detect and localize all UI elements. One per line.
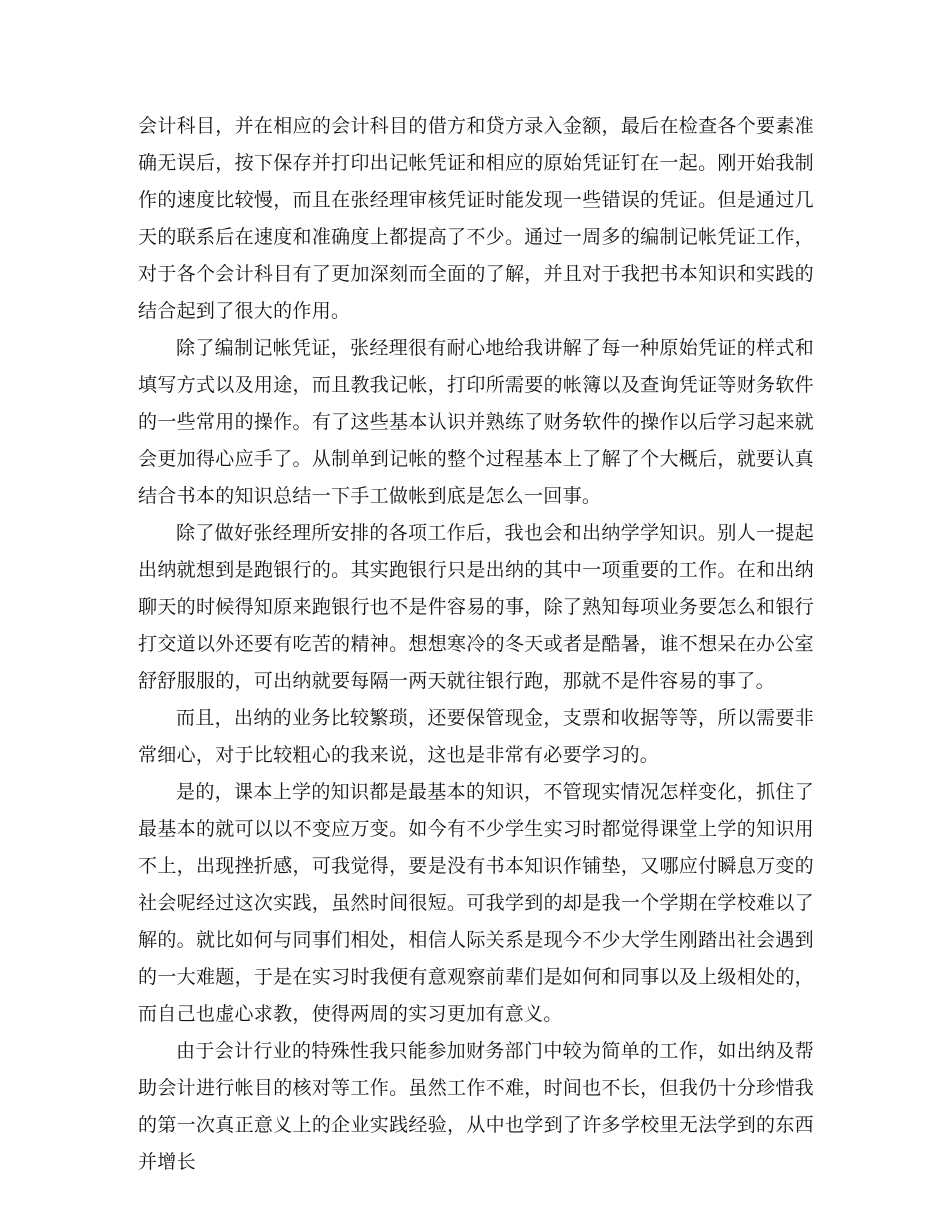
paragraph-3: 除了做好张经理所安排的各项工作后，我也会和出纳学学知识。别人一提起出纳就想到是跑银行的。其实跑银行只是出纳的其中一项重要的工作。在和出纳聊天的时候得知原来跑银行也不是件容易的事，除了熟知每项业务要怎么和银行打交道以外还要有吃苦的精神。想想寒冷的冬天或者是酷暑，谁不想呆在办公室舒舒服服的，可出纳就要每隔一两天就往银行跑，那就不是件容易的事了。 (138, 522, 814, 692)
paragraph-4: 而且，出纳的业务比较繁琐，还要保管现金，支票和收据等等，所以需要非常细心，对于比较粗心的我来说，这也是非常有必要学习的。 (138, 707, 814, 766)
paragraph-2: 除了编制记帐凭证，张经理很有耐心地给我讲解了每一种原始凭证的样式和填写方式以及用途，而且教我记帐，打印所需要的帐簿以及查询凭证等财务软件的一些常用的操作。有了这些基本认识并熟练了财务软件的操作以后学习起来就会更加得心应手了。从制单到记帐的整个过程基本上了解了个大概后，就要认真结合书本的知识总结一下手工做帐到底是怎么一回事。 (138, 337, 814, 507)
paragraph-5: 是的，课本上学的知识都是最基本的知识，不管现实情况怎样变化，抓住了最基本的就可以以不变应万变。如今有不少学生实习时都觉得课堂上学的知识用不上，出现挫折感，可我觉得，要是没有书本知识作铺垫，又哪应付瞬息万变的社会呢经过这次实践，虽然时间很短。可我学到的却是我一个学期在学校难以了解的。就比如何与同事们相处，相信人际关系是现今不少大学生刚踏出社会遇到的一大难题，于是在实习时我便有意观察前辈们是如何和同事以及上级相处的，而自己也虚心求教，使得两周的实习更加有意义。 (138, 781, 814, 1025)
paragraph-1: 会计科目，并在相应的会计科目的借方和贷方录入金额，最后在检查各个要素准确无误后，按下保存并打印出记帐凭证和相应的原始凭证钉在一起。刚开始我制作的速度比较慢，而且在张经理审核凭证时能发现一些错误的凭证。但是通过几天的联系后在速度和准确度上都提高了不少。通过一周多的编制记帐凭证工作，对于各个会计科目有了更加深刻而全面的了解，并且对于我把书本知识和实践的结合起到了很大的作用。 (138, 115, 814, 322)
document-body (138, 108, 814, 1181)
paragraph-6: 由于会计行业的特殊性我只能参加财务部门中较为简单的工作，如出纳及帮助会计进行帐目的核对等工作。虽然工作不难，时间也不长，但我仍十分珍惜我的第一次真正意义上的企业实践经验，从中也学到了许多学校里无法学到的东西并增长 (138, 1040, 814, 1173)
